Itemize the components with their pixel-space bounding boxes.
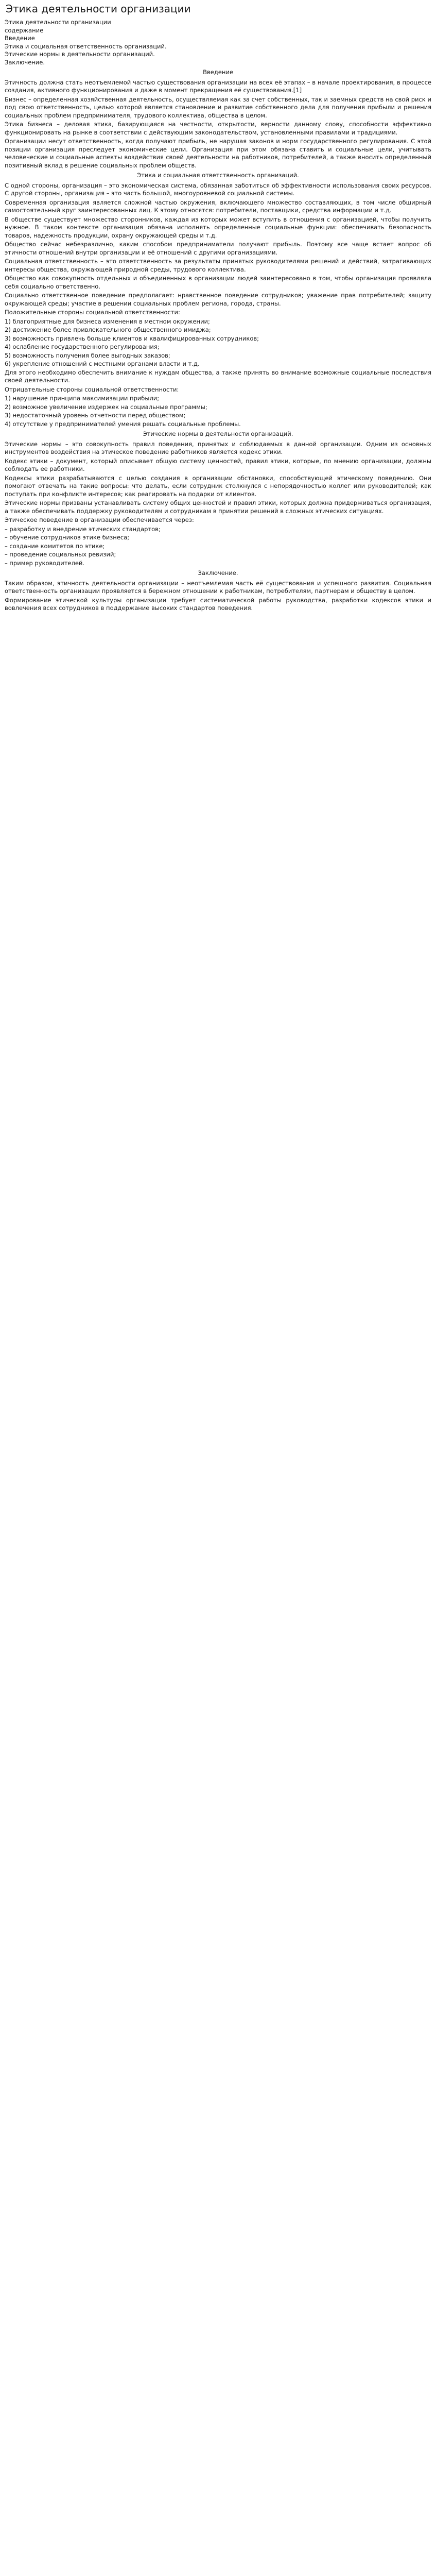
list1 [5,318,431,368]
paragraph: Социальная ответственность – это ответственность за результаты принятых руководителями решений и действий, затрагивающих интересы общества, окружающей природной среды, трудового коллектива. [5,258,431,273]
list1-intro: Положительные стороны социальной ответственности: [5,309,180,316]
toc-item: Введение [5,35,35,42]
list3-intro: Этическое поведение в организации обеспечивается через: [5,516,194,523]
section2-body [5,440,431,516]
list-item: – пример руководителей. [5,559,85,567]
section-heading-conclusion: Заключение. [198,569,238,577]
paragraph: Этические нормы призваны устанавливать систему общих ценностей и правил этики, которых должна придерживаться организация, а также обеспечивать поддержку руководителям и сотрудникам в принятии решений в сложных этических ситуациях. [5,499,431,515]
paragraph: С одной стороны, организация – это экономическая система, обязанная заботиться об эффективности использования своих ресурсов. С другой стороны, организация – это часть большой, многоуровневой социальной системы. [5,181,431,197]
paragraph: Общество сейчас небезразлично, каким способом предприниматели получают прибыль. Поэтому все чаще встает вопрос об этичности отношений внутри организации и её отношений с другими организациями. [5,241,431,256]
list2 [5,395,431,428]
list-item: 4) ослабление государственного регулирования; [5,343,160,350]
paragraph: Этические нормы – это совокупность правил поведения, принятых и соблюдаемых в данной организации. Одним из основных инструментов воздействия на этическое поведение работников является кодекс этики. [5,440,431,455]
list-item: 3) недостаточный уровень отчетности перед обществом; [5,412,186,419]
toc-item: Этика и социальная ответственность организаций. [5,42,167,50]
table-of-contents [5,35,431,66]
paragraph: Социально ответственное поведение предполагает: нравственное поведение сотрудников; уважение прав потребителей; защиту окружающей среды; участие в решении социальных проблем региона, города, страны. [5,292,431,307]
list-item: 2) возможное увеличение издержек на социальные программы; [5,403,207,411]
section-heading-1: Этика и социальная ответственность организаций. [137,172,299,179]
list-item: – обучение сотрудников этике бизнеса; [5,534,130,541]
paragraph: Организации несут ответственность, когда получают прибыль, не нарушая законов и норм государственного регулирования. С этой позиции организация преследует экономические цели. Организация при этом обязана ставить и социальные цели, учитывать человеческие и социальные аспекты воздействия своей деятельности на работников, потребителей, а также вносить определенный позитивный вклад в решение социальных проблем обществ. [5,138,431,169]
list-item: 1) нарушение принципа максимизации прибыли; [5,395,160,402]
list-item: – разработку и внедрение этических стандартов; [5,525,161,533]
paragraph: Кодекс этики – документ, который описывает общую систему ценностей, правил этики, которые, по мнению организации, должны соблюдать ее работники. [5,457,431,472]
paragraph: В обществе существует множество сторонников, каждая из которых может вступить в отношения с организацией, чтобы получить нужное. В таком контексте организация обязана исполнять определенные социальные функции: обеспечивать безопасность товаров, надежность продукции, охрану окружающей среды и т.д. [5,215,431,239]
list-item: 1) благоприятные для бизнеса изменения в местном окружении; [5,317,210,325]
toc-label: содержание [5,26,44,34]
page-title: Этика деятельности организации [6,3,191,15]
list-item: 4) отсутствие у предпринимателей умения решать социальные проблемы. [5,420,241,428]
intro-body [5,79,431,170]
document-subtitle: Этика деятельности организации [5,19,111,26]
paragraph: Бизнес – определенная хозяйственная деятельность, осуществляемая как за счет собственных, так и заемных средств на свой риск и под свою ответственность, целью которой является становление и развитие собственного дела для получения прибыли и решения социальных проблем предпринимателя, трудового коллектива, общества в целом. [5,95,431,119]
list2-intro: Отрицательные стороны социальной ответственности: [5,385,179,393]
list-item: – создание комитетов по этике; [5,542,105,550]
section-heading-intro: Введение [203,69,233,76]
middle-body [5,369,431,385]
document-page [5,0,431,2576]
list-item: 3) возможность привлечь больше клиентов и квалифицированных сотрудников; [5,334,259,342]
section-heading-2: Этические нормы в деятельности организаций. [143,430,293,437]
section1-body [5,182,431,308]
paragraph: Этичность должна стать неотъемлемой частью существования организации на всех её этапах – в начале проектирования, в процессе создания, активного функционирования и даже в момент прекращения её существования.[1] [5,78,431,94]
list-item: 2) достижение более привлекательного общественного имиджа; [5,326,211,333]
paragraph: Кодексы этики разрабатываются с целью создания в организации обстановки, способствующей этическому поведению. Они помогают отвечать на такие вопросы: что делать, если сотрудник столкнулся с непорядочностью коллег или руководителей; как поступать при конфликте интересов; как реагировать на подарки от клиентов. [5,474,431,498]
paragraph: Для этого необходимо обеспечить внимание к нуждам общества, а также принять во внимание возможные социальные последствия своей деятельности. [5,368,431,384]
paragraph: Общество как совокупность отдельных и объединенных в организации людей заинтересовано в том, чтобы организация проявляла себя социально ответственно. [5,275,431,290]
paragraph: Современная организация является сложной частью окружения, включающего множество составляющих, в том числе обширный самостоятельный круг заинтересованных лиц. К этому относятся: потребители, поставщики, средства информации и т.д. [5,198,431,214]
conclusion-body [5,580,431,613]
paragraph: Этика бизнеса – деловая этика, базирующаяся на честности, открытости, верности данному слову, способности эффективно функционировать на рынке в соответствии с действующим законодательством, установленными правилами и традициями. [5,121,431,136]
toc-item: Заключение. [5,58,45,66]
list3 [5,526,431,568]
paragraph: Таким образом, этичность деятельности организации – неотъемлемая часть её существования и успешного развития. Социальная ответственность организации проявляется в бережном отношении к работникам, потребителям, партнерам и обществу в целом. [5,579,431,595]
toc-item: Этические нормы в деятельности организаций. [5,50,155,58]
list-item: – проведение социальных ревизий; [5,551,116,558]
paragraph: Формирование этической культуры организации требует систематической работы руководства, разработки кодексов этики и вовлечения всех сотрудников в поддержание высоких стандартов поведения. [5,596,431,612]
list-item: 5) возможность получения более выгодных заказов; [5,351,170,359]
list-item: 6) укрепление отношений с местными органами власти и т.д. [5,360,200,367]
